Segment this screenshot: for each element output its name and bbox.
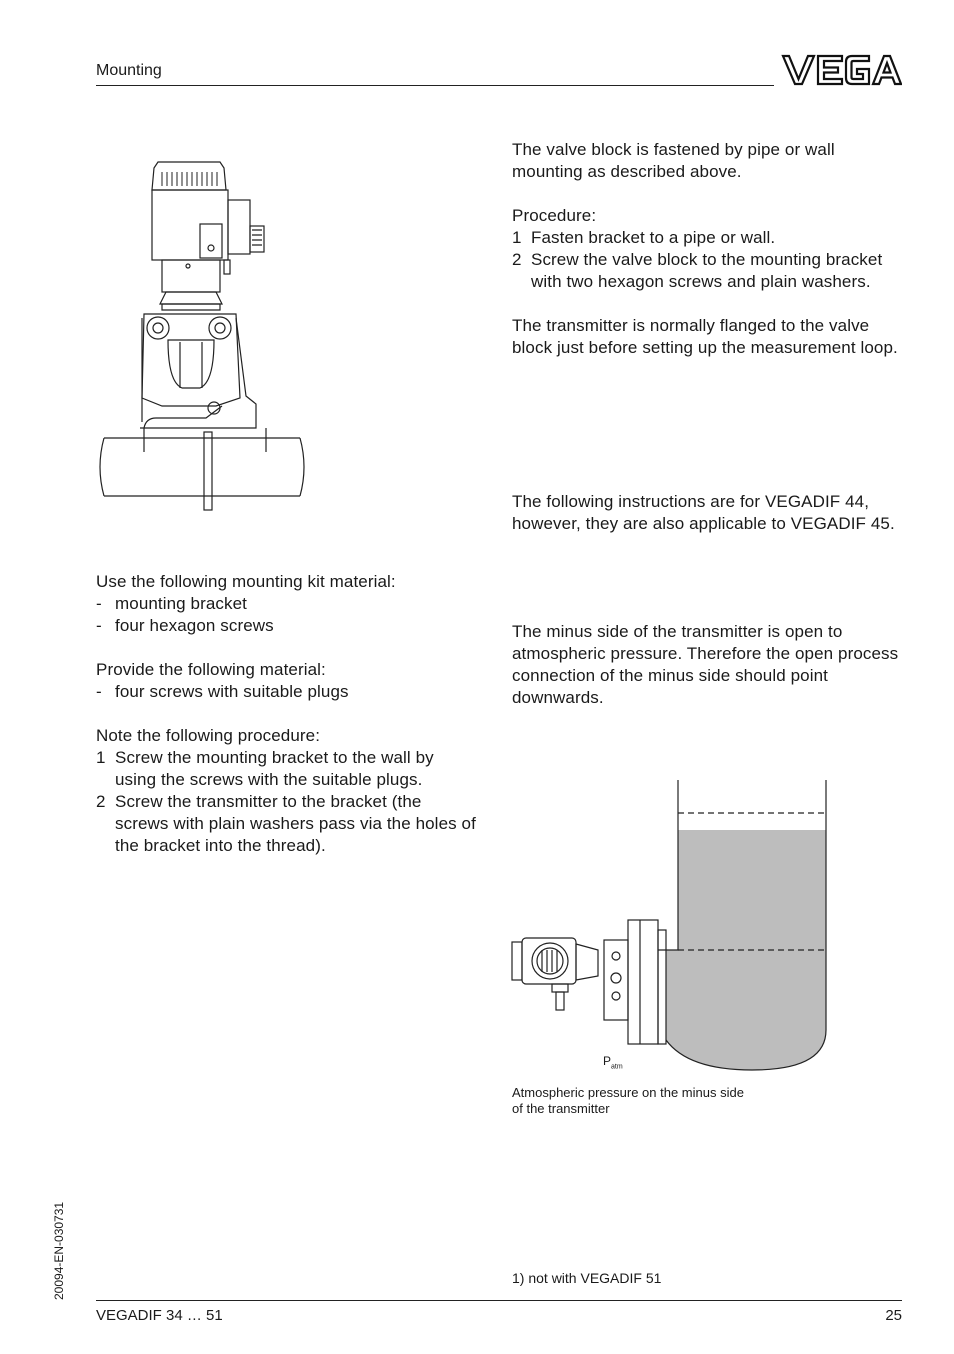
list-item: 1 Fasten bracket to a pipe or wall.: [512, 228, 776, 247]
kit-intro: Use the following mounting kit material:: [96, 572, 396, 591]
section-title: Mounting: [96, 62, 162, 79]
footnote: 1) not with VEGADIF 51: [512, 1270, 662, 1286]
kit-list: [96, 593, 476, 637]
figure-caption: Atmospheric pressure on the minus side of the transmitter: [512, 1085, 744, 1116]
procedure-list: [96, 747, 476, 857]
valve-procedure-list: [512, 227, 904, 293]
document-id: 20094-EN-030731: [52, 1201, 66, 1300]
list-item: 2 Screw the transmitter to the bracket (the screws with plain washers pass via the holes of the bracket into the thread).: [96, 792, 476, 855]
footer-rule: [96, 1300, 902, 1301]
vega-logo: [780, 52, 902, 88]
tank-transmitter-illustration: [508, 780, 832, 1076]
list-item: 1 Screw the mounting bracket to the wall by using the screws with the suitable plugs.: [96, 748, 434, 789]
list-item: - mounting bracket: [96, 594, 248, 613]
footer-product: VEGADIF 34 … 51: [96, 1307, 223, 1324]
flange-note: The transmitter is normally flanged to the valve block just before setting up the measurement loop.: [512, 316, 898, 357]
valve-intro: The valve block is fastened by pipe or wall mounting as described above.: [512, 140, 835, 181]
pipe-mounting-illustration: [96, 156, 310, 512]
list-item: 2 Screw the valve block to the mounting bracket with two hexagon screws and plain washers.: [512, 250, 883, 291]
mounting-kit-section: [96, 571, 476, 857]
page-number: 25: [885, 1307, 902, 1324]
provide-intro: Provide the following material:: [96, 660, 326, 679]
list-item: - four hexagon screws: [96, 616, 274, 635]
provide-list: [96, 681, 476, 703]
patm-label: $P_{atm}$: [603, 1054, 623, 1071]
valve-block-section: [512, 139, 904, 359]
list-item: - four screws with suitable plugs: [96, 682, 349, 701]
instructions-note: The following instructions are for VEGADIF 44, however, they are also applicable to VEGADIF 45.: [512, 492, 895, 533]
header-rule: [96, 85, 774, 86]
procedure-intro: Note the following procedure:: [96, 726, 321, 745]
minus-side-note: The minus side of the transmitter is open to atmospheric pressure. Therefore the open process connection of the minus side should point downwards.: [512, 622, 899, 707]
procedure-label: Procedure:: [512, 206, 597, 225]
